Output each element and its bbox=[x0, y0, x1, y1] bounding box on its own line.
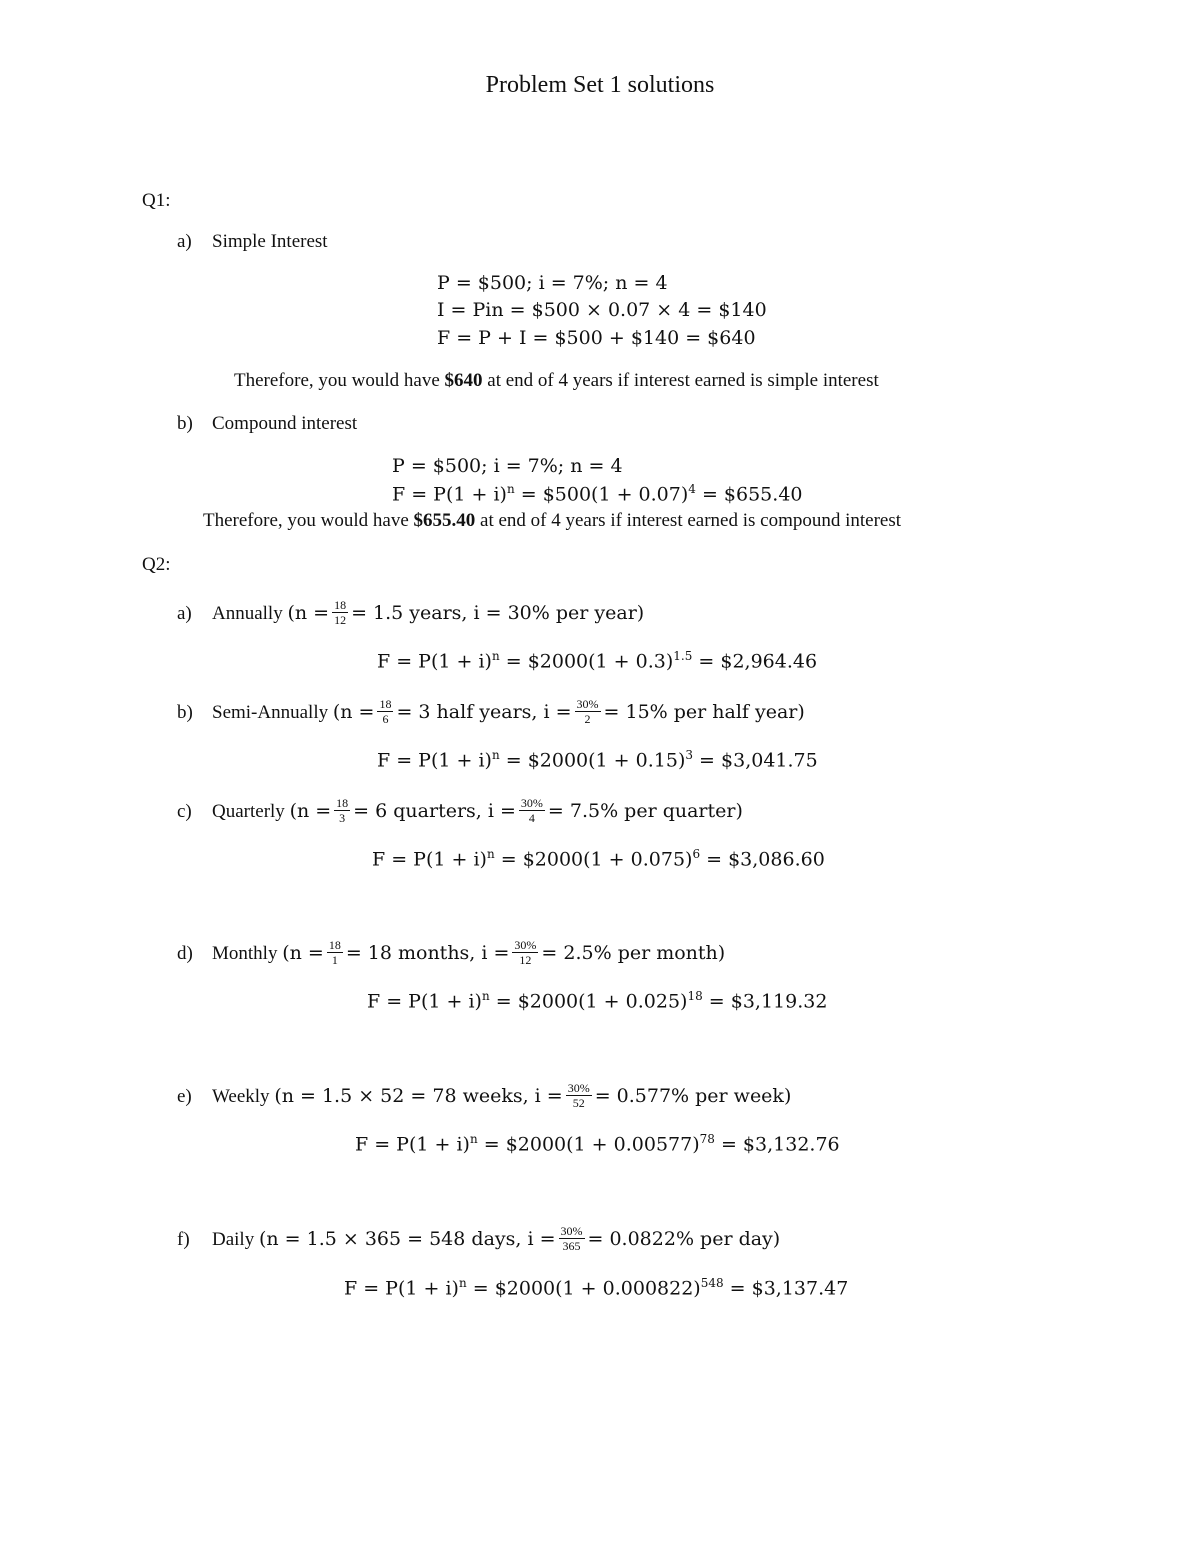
q2d-i-num: 30% bbox=[514, 938, 537, 952]
q2b-f-exp2: 3 bbox=[685, 748, 694, 762]
q2b-n-den: 6 bbox=[382, 712, 389, 726]
q2e-i-den: 52 bbox=[572, 1096, 585, 1110]
q2a-f-pre: F = P(1 + i) bbox=[377, 650, 492, 673]
q2e-future bbox=[355, 1132, 840, 1155]
q2c-n-num: 18 bbox=[336, 796, 349, 810]
q2a-f-mid: = $2000(1 + 0.3) bbox=[499, 650, 674, 673]
q1b-heading bbox=[177, 413, 357, 435]
q2e-f-pre: F = P(1 + i) bbox=[355, 1133, 470, 1156]
q2d-marker: d) bbox=[177, 942, 193, 964]
q2d-n-pre: (n = bbox=[282, 941, 324, 964]
q2e-i-fraction bbox=[566, 1081, 592, 1110]
q2c-f-post: = $3,086.60 bbox=[700, 848, 825, 871]
q1a-marker: a) bbox=[177, 231, 192, 252]
q2d-f-exp: n bbox=[481, 989, 490, 1003]
q2d-i-fraction bbox=[512, 938, 538, 967]
q2c-n-fraction bbox=[334, 796, 350, 825]
q2d-f-pre: F = P(1 + i) bbox=[367, 990, 482, 1013]
q2d-f-exp2: 18 bbox=[687, 989, 703, 1003]
q2a-f-exp: n bbox=[491, 649, 500, 663]
q1a-eq-interest: I = Pin = $500 × 0.07 × 4 = $140 bbox=[437, 299, 767, 321]
q2f-n-pre: (n = 1.5 × 365 = 548 days, i = bbox=[258, 1227, 556, 1250]
q2b-marker: b) bbox=[177, 701, 193, 723]
q2b-f-post: = $3,041.75 bbox=[693, 749, 818, 772]
q2b-f-mid: = $2000(1 + 0.15) bbox=[499, 749, 686, 772]
q2d-future bbox=[367, 989, 827, 1012]
q2f-line bbox=[177, 1226, 780, 1255]
q1b-title: Compound interest bbox=[212, 413, 358, 434]
q2c-name: Quarterly bbox=[212, 800, 285, 822]
q2e-f-exp: n bbox=[469, 1132, 478, 1146]
q2a-marker: a) bbox=[177, 602, 192, 624]
page-title: Problem Set 1 solutions bbox=[485, 72, 715, 98]
q2f-f-exp: n bbox=[458, 1276, 467, 1290]
q2e-name: Weekly bbox=[212, 1085, 270, 1107]
q2c-f-exp2: 6 bbox=[692, 847, 701, 861]
q2-label: Q2: bbox=[142, 554, 171, 575]
q2b-n-fraction bbox=[377, 697, 393, 726]
q2f-name: Daily bbox=[212, 1228, 255, 1250]
q1-label: Q1: bbox=[142, 190, 171, 211]
q2d-n-fraction bbox=[327, 938, 343, 967]
q2a-n-num: 18 bbox=[334, 598, 347, 612]
q1b-conclusion-value: $655.40 bbox=[413, 510, 476, 531]
q2f-i-den: 365 bbox=[562, 1239, 581, 1253]
q2a-line bbox=[177, 600, 644, 629]
q2b-n-pre: (n = bbox=[332, 700, 375, 723]
q2c-i-fraction bbox=[519, 796, 545, 825]
q1a-conclusion bbox=[234, 370, 879, 392]
q2c-marker: c) bbox=[177, 800, 192, 822]
q2e-f-exp2: 78 bbox=[699, 1132, 715, 1146]
q1a-conclusion-pre: Therefore, you would have bbox=[234, 370, 445, 391]
q1b-eq-post: = $655.40 bbox=[695, 483, 803, 506]
q2d-line bbox=[177, 940, 725, 969]
q2d-f-post: = $3,119.32 bbox=[702, 990, 828, 1013]
q2f-i-fraction bbox=[559, 1224, 585, 1253]
q2d-n-den: 1 bbox=[331, 953, 338, 967]
q1a-title: Simple Interest bbox=[212, 231, 328, 252]
q2c-i-num: 30% bbox=[520, 796, 543, 810]
q2b-n-num: 18 bbox=[379, 697, 392, 711]
q2c-f-pre: F = P(1 + i) bbox=[372, 848, 487, 871]
q2b-future bbox=[377, 748, 818, 771]
q2e-f-mid: = $2000(1 + 0.00577) bbox=[477, 1133, 700, 1156]
q2c-line bbox=[177, 798, 743, 827]
q2c-n-mid: = 6 quarters, i = bbox=[353, 799, 516, 822]
q2b-n-mid: = 3 half years, i = bbox=[396, 700, 572, 723]
q1a-heading bbox=[177, 231, 328, 253]
q1b-eq-exp: n bbox=[506, 482, 515, 496]
q1b-eq-pre: F = P(1 + i) bbox=[392, 483, 507, 506]
q2c-f-mid: = $2000(1 + 0.075) bbox=[494, 848, 693, 871]
q2c-future bbox=[372, 847, 825, 870]
q2b-line bbox=[177, 699, 805, 728]
q2f-f-exp2: 548 bbox=[700, 1276, 724, 1290]
q2b-i-den: 2 bbox=[584, 712, 591, 726]
q2e-line bbox=[177, 1083, 791, 1112]
q2b-name: Semi-Annually bbox=[212, 701, 329, 723]
q1b-eq-future bbox=[392, 482, 803, 505]
q2d-n-post: = 2.5% per month) bbox=[541, 941, 726, 964]
q2e-n-pre: (n = 1.5 × 52 = 78 weeks, i = bbox=[274, 1084, 563, 1107]
q2a-n-post: = 1.5 years, i = 30% per year) bbox=[351, 601, 645, 624]
q2c-n-den: 3 bbox=[339, 811, 346, 825]
q2f-f-mid: = $2000(1 + 0.000822) bbox=[466, 1277, 701, 1300]
q2a-n-den: 12 bbox=[334, 613, 347, 627]
q2a-n-pre: (n = bbox=[287, 601, 330, 624]
q2d-name: Monthly bbox=[212, 942, 278, 964]
q1a-eq-given: P = $500; i = 7%; n = 4 bbox=[437, 272, 668, 294]
q2a-n-fraction bbox=[332, 598, 348, 627]
q2b-f-pre: F = P(1 + i) bbox=[377, 749, 492, 772]
q1b-eq-mid: = $500(1 + 0.07) bbox=[514, 483, 689, 506]
q1a-conclusion-post: at end of 4 years if interest earned is simple interest bbox=[482, 370, 879, 391]
q2c-n-post: = 7.5% per quarter) bbox=[547, 799, 743, 822]
q2f-n-post: = 0.0822% per day) bbox=[587, 1227, 781, 1250]
q2d-n-num: 18 bbox=[328, 938, 341, 952]
q2b-n-post: = 15% per half year) bbox=[603, 700, 805, 723]
q2f-marker: f) bbox=[177, 1228, 190, 1250]
q2a-future bbox=[377, 649, 817, 672]
q2e-marker: e) bbox=[177, 1085, 192, 1107]
q2f-f-pre: F = P(1 + i) bbox=[344, 1277, 459, 1300]
q2f-i-num: 30% bbox=[560, 1224, 583, 1238]
q1b-marker: b) bbox=[177, 413, 193, 434]
q1b-conclusion-post: at end of 4 years if interest earned is compound interest bbox=[475, 510, 902, 531]
q2e-f-post: = $3,132.76 bbox=[714, 1133, 840, 1156]
q2a-f-post: = $2,964.46 bbox=[692, 650, 818, 673]
q2f-future bbox=[344, 1276, 848, 1299]
q2e-i-num: 30% bbox=[567, 1081, 590, 1095]
q1a-eq-future: F = P + I = $500 + $140 = $640 bbox=[437, 327, 756, 349]
q1b-conclusion-pre: Therefore, you would have bbox=[203, 510, 414, 531]
q2b-i-num: 30% bbox=[576, 697, 599, 711]
q1b-eq-exp2: 4 bbox=[688, 482, 696, 496]
q2a-f-exp2: 1.5 bbox=[673, 649, 693, 663]
q1b-eq-given: P = $500; i = 7%; n = 4 bbox=[392, 455, 623, 477]
q2b-f-exp: n bbox=[491, 748, 500, 762]
q2a-name: Annually bbox=[212, 602, 283, 624]
q2c-f-exp: n bbox=[486, 847, 495, 861]
q2f-f-post: = $3,137.47 bbox=[723, 1277, 849, 1300]
q2c-n-pre: (n = bbox=[289, 799, 332, 822]
q1b-conclusion bbox=[203, 510, 901, 532]
q2d-i-den: 12 bbox=[519, 953, 532, 967]
q2b-i-fraction bbox=[575, 697, 601, 726]
q2e-n-post: = 0.577% per week) bbox=[594, 1084, 792, 1107]
q2d-n-mid: = 18 months, i = bbox=[345, 941, 510, 964]
q2d-f-mid: = $2000(1 + 0.025) bbox=[489, 990, 688, 1013]
q2c-i-den: 4 bbox=[528, 811, 535, 825]
q1a-conclusion-value: $640 bbox=[444, 370, 483, 391]
